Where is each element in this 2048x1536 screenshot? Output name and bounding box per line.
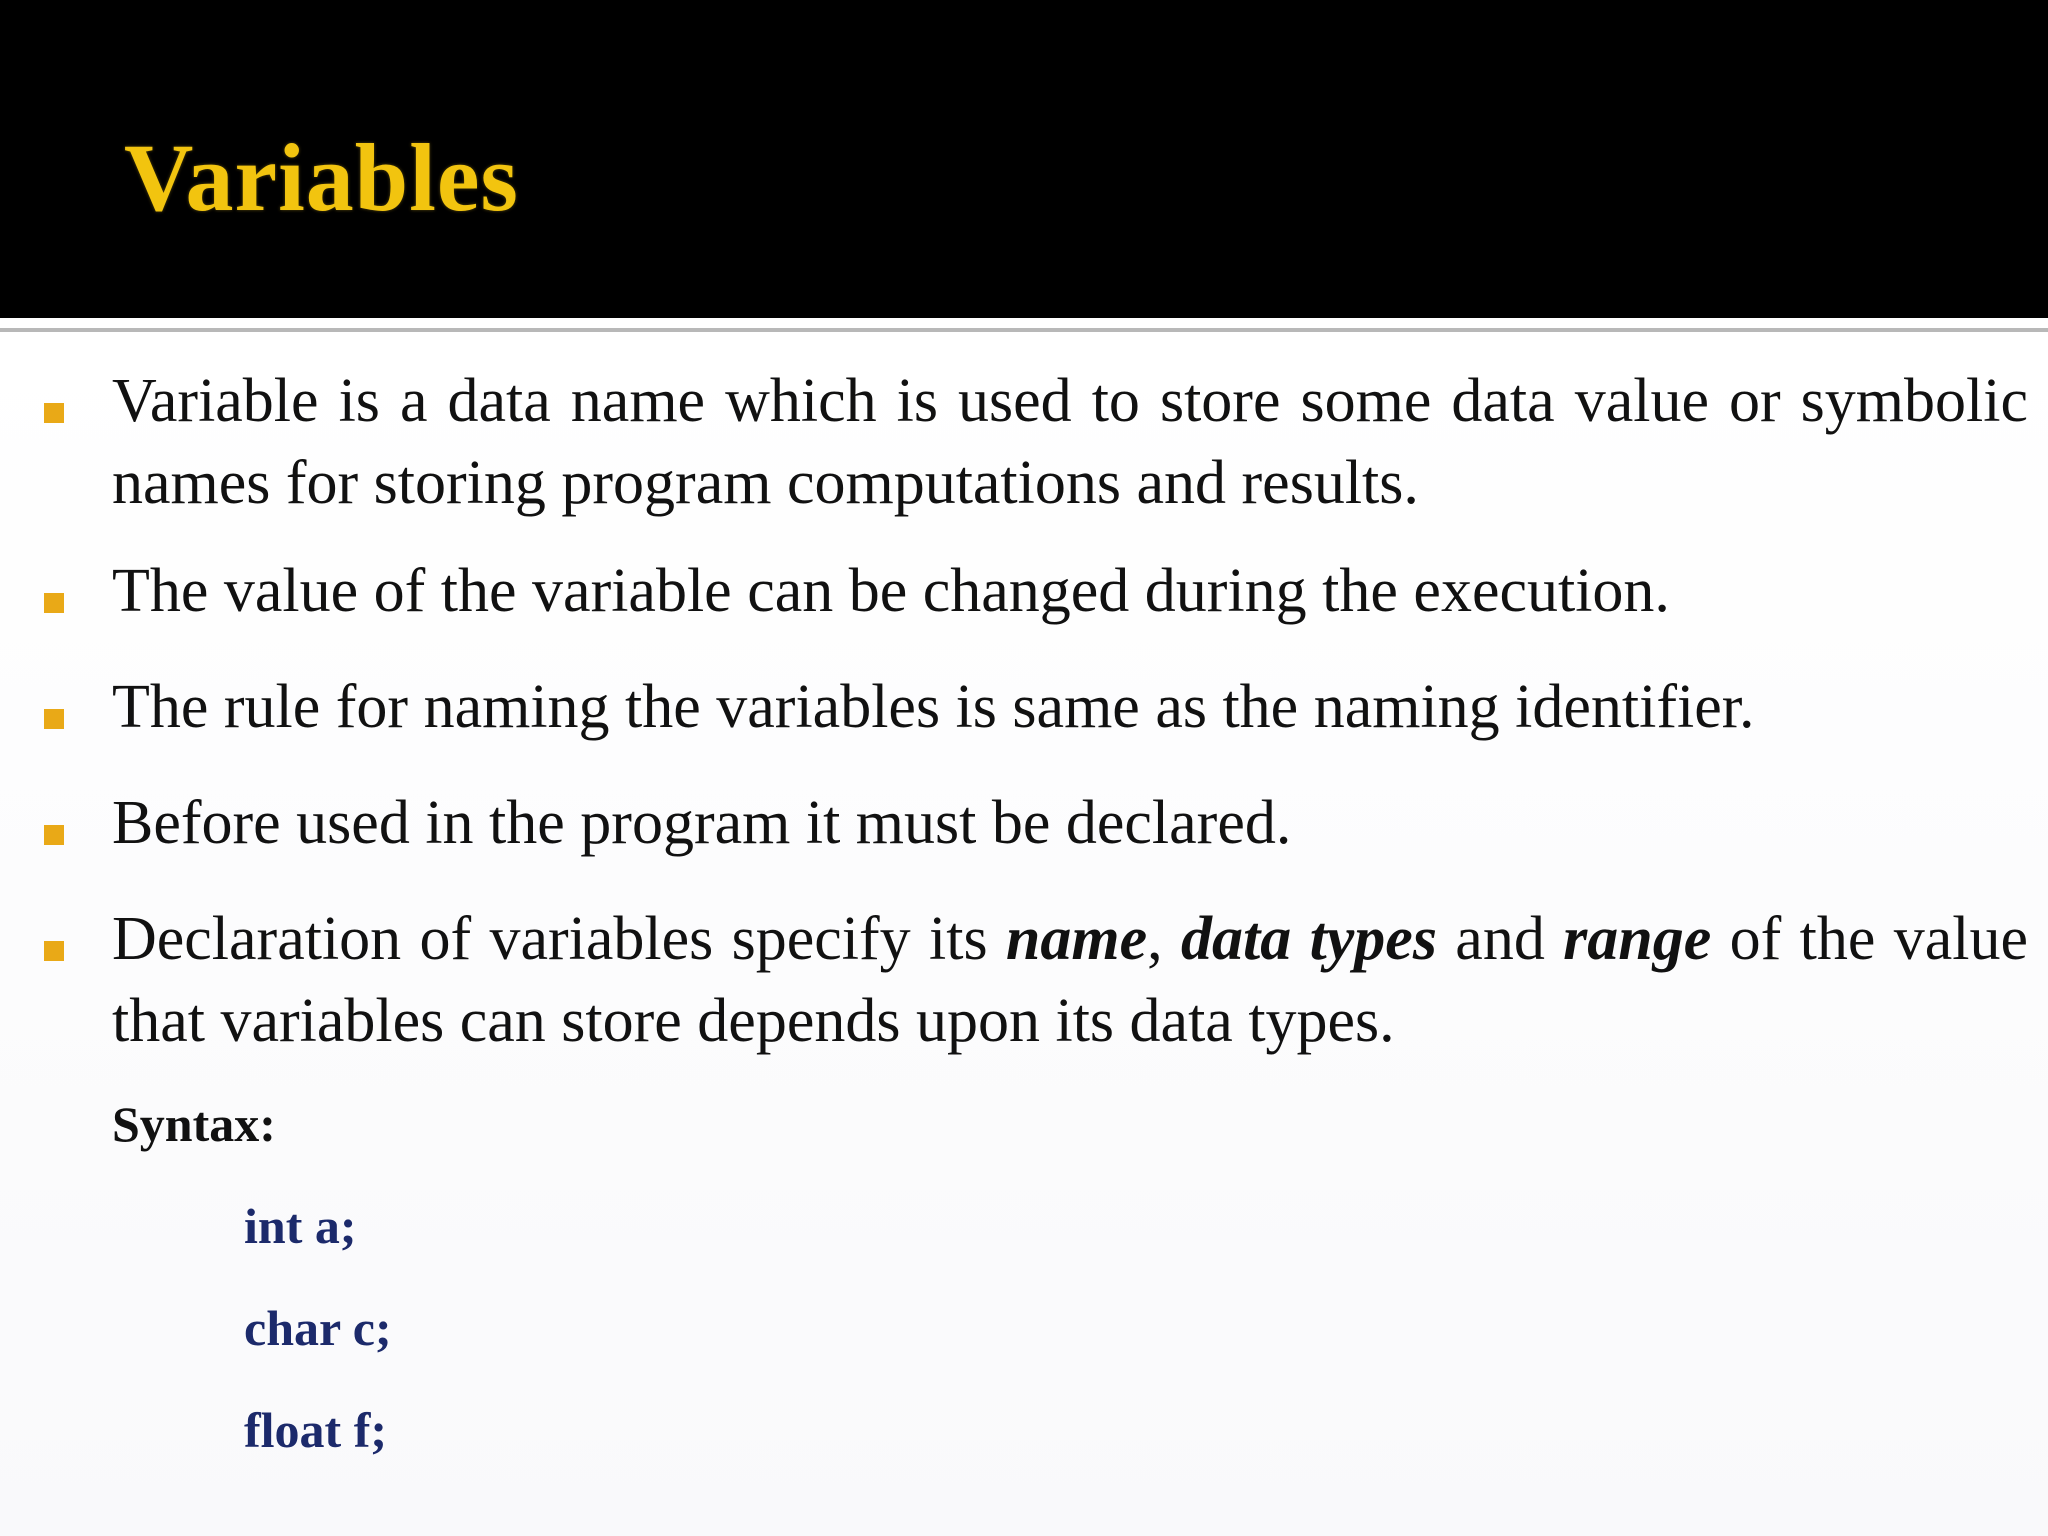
- bullet-text: The rule for naming the variables is same as the naming identifier.: [112, 673, 1755, 741]
- bullet-text-segment: ,: [1147, 905, 1181, 973]
- square-bullet-icon: [44, 403, 64, 423]
- bullet-text-segment: Declaration of variables specify its: [112, 905, 1006, 973]
- code-line: int a;: [244, 1198, 357, 1254]
- bullet-text-segment: and: [1436, 905, 1564, 973]
- bullet-text: The value of the variable can be changed during the execution.: [112, 557, 1670, 625]
- title-divider: [0, 328, 2048, 332]
- bullet-text: [112, 898, 2028, 1062]
- syntax-label: Syntax:: [112, 1096, 276, 1152]
- square-bullet-icon: [44, 593, 64, 613]
- code-line: char c;: [244, 1300, 392, 1356]
- slide-content: [0, 340, 2048, 1536]
- title-bar: [0, 0, 2048, 318]
- square-bullet-icon: [44, 941, 64, 961]
- square-bullet-icon: [44, 709, 64, 729]
- slide-title: Variables: [124, 124, 519, 231]
- bullet-text-segment: of the value that variables can store depends upon its data types.: [112, 905, 2028, 1055]
- code-line: float f;: [244, 1402, 387, 1458]
- square-bullet-icon: [44, 825, 64, 845]
- keyword-name: name: [1005, 905, 1148, 973]
- keyword-data-types: data types: [1181, 905, 1437, 973]
- bullet-text: Variable is a data name which is used to store some data value or symbolic names for storing program computations and results.: [112, 367, 2028, 517]
- keyword-range: range: [1563, 905, 1712, 973]
- code-example: [244, 1194, 392, 1500]
- bullet-text: Before used in the program it must be declared.: [112, 789, 1292, 857]
